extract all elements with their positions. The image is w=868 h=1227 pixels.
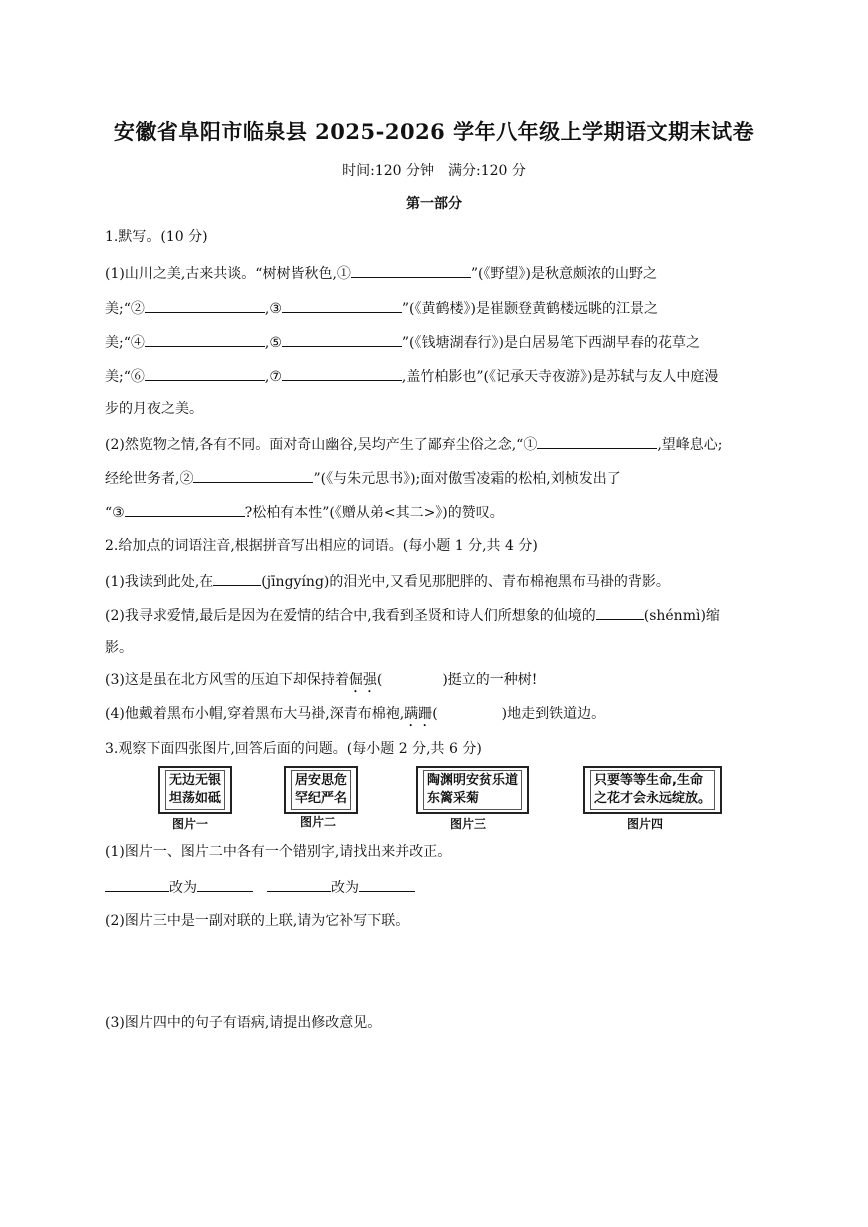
q2-text: (jīngyíng)的泪光中,又看见那肥胖的、青布棉袍黑布马褂的背影。 [261,574,670,590]
dotted-word: 倔强 [348,672,377,688]
q2-text: (shénmì)缩 [643,608,720,624]
section-heading: 第一部分 [406,196,462,212]
q1-text: ,③ [264,301,282,317]
q3-text: 改为 [169,880,197,896]
picture-three-caption: 图片三 [450,817,487,831]
q1-text: ,盖竹柏影也”(《记承天寺夜游》)是苏轼与友人中庭漫 [401,369,719,385]
q1-text: ”(《钱塘湖春行》)是白居易笔下西湖早春的花草之 [401,335,700,351]
answer-blank[interactable] [267,876,331,892]
q1-text: ”(《与朱元思书》);面对傲雪凌霜的松柏,刘桢发出了 [313,471,621,487]
sign-text: 居安思危 [295,773,348,788]
q1-line-6 [105,433,770,455]
q1-text: 美;“⑥ [105,369,145,385]
picture-three-sign [416,766,529,814]
q2-heading: 2.给加点的词语注音,根据拼音写出相应的词语。(每小题 1 分,共 4 分) [105,538,538,554]
q3-heading: 3.观察下面四张图片,回答后面的问题。(每小题 2 分,共 6 分) [105,741,482,757]
q2-text: (3)这是虽在北方风雪的压迫下却保持着 [105,672,349,688]
q2-item-2 [105,604,770,626]
answer-blank[interactable] [537,433,657,449]
q1-line-3 [105,331,770,353]
q2-item-2-cont: 影。 [105,640,133,656]
q2-item-1 [105,570,770,592]
q1-line-8 [105,501,770,523]
q2-text: (4)他戴着黑布小帽,穿着黑布大马褂,深青布棉袍, [105,706,405,722]
q2-text: )地走到铁道边。 [501,706,606,722]
q2-text: ( [432,706,438,722]
q3-text: 改为 [331,880,359,896]
answer-blank[interactable] [282,365,402,381]
answer-blank[interactable] [145,297,265,313]
q1-text: 美;“② [105,301,145,317]
q1-text: “③ [105,505,125,521]
q1-heading: 1.默写。(10 分) [105,229,208,245]
sign-text: 东篱采菊 [427,791,480,806]
q3-part-3: (3)图片四中的句子有语病,请提出修改意见。 [105,1015,382,1031]
q1-text: ,⑦ [264,369,282,385]
answer-blank[interactable] [359,876,415,892]
q1-line-7 [105,467,770,489]
q2-text: ( [376,672,383,688]
answer-blank[interactable] [125,501,245,517]
answer-blank[interactable] [213,570,261,586]
answer-blank[interactable] [145,365,265,381]
q1-text: ”(《黄鹤楼》)是崔颢登黄鹤楼远眺的江景之 [401,301,658,317]
answer-blank[interactable] [596,604,644,620]
picture-four-caption: 图片四 [627,817,664,831]
q2-item-3 [105,670,770,696]
picture-one-sign [158,766,232,814]
q1-text: 美;“④ [105,335,145,351]
picture-one-caption: 图片一 [172,817,209,831]
picture-four-sign [583,766,722,814]
q3-part-1-answers [105,876,770,898]
q1-text: ”(《野望》)是秋意颇浓的山野之 [470,266,657,282]
q1-text: 经纶世务者,② [105,471,194,487]
q1-line-2 [105,297,770,319]
dotted-word: 蹒跚 [404,706,433,722]
q1-text: (2)然览物之情,各有不同。面对奇山幽谷,吴均产生了鄙弃尘俗之念,“① [105,437,538,453]
q1-line-4 [105,365,770,387]
q2-text: )挺立的一种树! [442,672,538,688]
q2-item-4 [105,704,770,730]
exam-title: 安徽省阜阳市临泉县 2025-2026 学年八年级上学期语文期末试卷 [113,119,755,144]
answer-blank[interactable] [145,331,265,347]
answer-blank[interactable] [105,876,169,892]
answer-blank[interactable] [351,262,471,278]
q1-text: ,⑤ [264,335,282,351]
answer-blank[interactable] [193,467,313,483]
sign-text: 只要等等生命,生命 [594,773,703,788]
q2-text: (2)我寻求爱情,最后是因为在爱情的结合中,我看到圣贤和诗人们所想象的仙境的 [105,608,596,624]
q1-text: ,望峰息心; [657,437,723,453]
exam-time-score: 时间:120 分钟 满分:120 分 [342,163,526,179]
picture-two-caption: 图片二 [300,815,337,829]
q1-text: (1)山川之美,古来共谈。“树树皆秋色,① [105,266,351,282]
q1-text: ?松柏有本性”(《赠从弟<其二>》)的赞叹。 [244,505,504,521]
answer-blank[interactable] [197,876,253,892]
q2-text: (1)我读到此处,在 [105,574,214,590]
sign-text: 陶渊明安贫乐道 [427,773,519,788]
answer-blank[interactable] [282,331,402,347]
sign-text: 罕纪严名 [295,791,348,806]
sign-text: 之花才会永远绽放。 [594,791,712,806]
q1-line-1 [105,262,770,284]
picture-two-sign [284,766,358,814]
q1-line-5: 步的月夜之美。 [105,401,203,417]
q3-part-1: (1)图片一、图片二中各有一个错别字,请找出来并改正。 [105,844,452,860]
q3-part-2: (2)图片三中是一副对联的上联,请为它补写下联。 [105,913,410,929]
sign-text: 无边无银 [169,773,222,788]
answer-blank[interactable] [282,297,402,313]
sign-text: 坦荡如砥 [169,791,222,806]
